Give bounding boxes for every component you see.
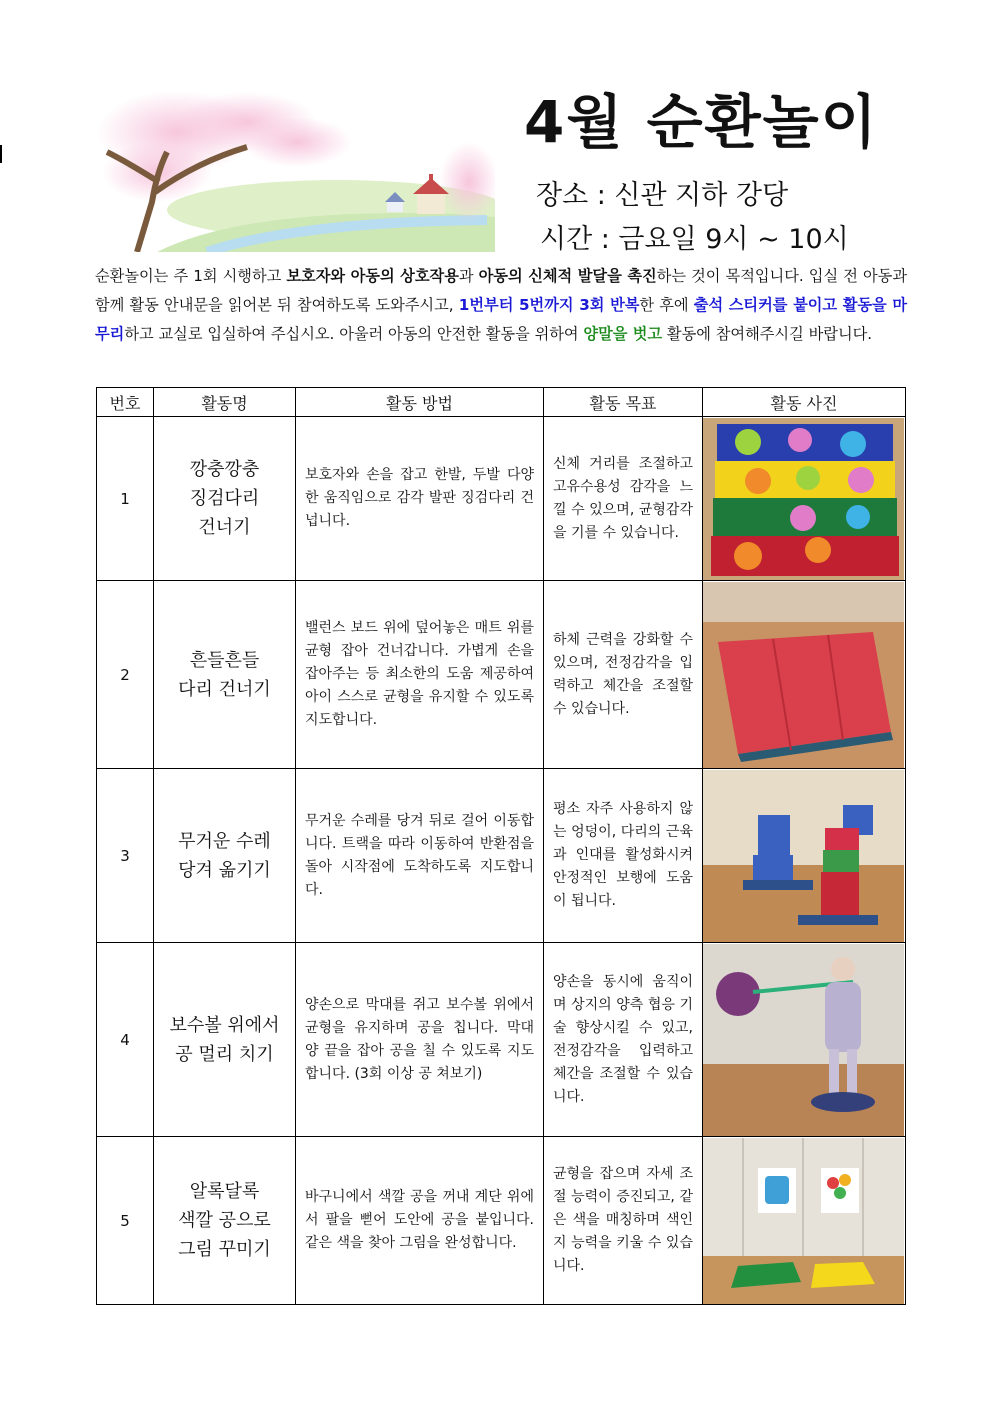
- weighted-cart-photo: [703, 770, 904, 942]
- activity-goal: 양손을 동시에 움직이며 상지의 양측 협응 기술 향상시킬 수 있고, 전정감각을 입력하고 체간을 조절할 수 있습니다.: [544, 943, 703, 1137]
- activity-goal: 균형을 잡으며 자세 조절 능력이 증진되고, 같은 색을 매칭하며 색인지 능력을 키울 수 있습니다.: [544, 1137, 703, 1305]
- row-number: 2: [97, 581, 154, 769]
- table-row: [97, 769, 906, 943]
- activity-name: 흔들흔들 다리 건너기: [154, 581, 296, 769]
- intro-paragraph: 순환놀이는 주 1회 시행하고 보호자와 아동의 상호작용과 아동의 신체적 발달을 촉진하는 것이 목적입니다. 입실 전 아동과 함께 활동 안내문을 읽어본 뒤 참여하도록 도와주시고, 1번부터 5번까지 3회 반복한 후에 출석 스티커를 붙이고 활동을 마무리하고 교실로 입실하여 주십시오. 아울러 아동의 안전한 활동을 위하여 양말을 벗고 활동에 참여해주시길 바랍니다.: [95, 267, 908, 343]
- activity-goal: 평소 자주 사용하지 않는 엉덩이, 다리의 근육과 인대를 활성화시켜 안정적인 보행에 도움이 됩니다.: [544, 769, 703, 943]
- bosu-ball-hitting-photo: [703, 944, 904, 1136]
- activity-name: 알록달록 색깔 공으로 그림 꾸미기: [154, 1137, 296, 1305]
- activity-method: 바구니에서 색깔 공을 꺼내 계단 위에서 팔을 뻗어 도안에 공을 붙입니다. 같은 색을 찾아 그림을 완성합니다.: [296, 1137, 544, 1305]
- activity-method: 보호자와 손을 잡고 한발, 두발 다양한 움직임으로 감각 발판 징검다리 건넙니다.: [296, 417, 544, 581]
- activity-table: [96, 387, 906, 1305]
- activity-method: 양손으로 막대를 쥐고 보수볼 위에서 균형을 유지하며 공을 칩니다. 막대 양 끝을 잡아 공을 칠 수 있도록 지도합니다. (3회 이상 공 쳐보기): [296, 943, 544, 1137]
- row-number: 1: [97, 417, 154, 581]
- row-number: 4: [97, 943, 154, 1137]
- activity-photo: [703, 943, 906, 1137]
- page-title: 4월 순환놀이: [524, 88, 879, 156]
- table-row: [97, 943, 906, 1137]
- cherry-blossom-illustration: [97, 92, 495, 252]
- header-number: 번호: [97, 388, 154, 417]
- header-activity-name: 활동명: [154, 388, 296, 417]
- activity-goal: 신체 거리를 조절하고 고유수용성 감각을 느낄 수 있으며, 균형감각을 기를 수 있습니다.: [544, 417, 703, 581]
- header-photo: 활동 사진: [703, 388, 906, 417]
- activity-photo: [703, 1137, 906, 1305]
- activity-photo: [703, 417, 906, 581]
- table-header-row: [97, 388, 906, 417]
- row-number: 5: [97, 1137, 154, 1305]
- table-row: [97, 417, 906, 581]
- activity-goal: 하체 근력을 강화할 수 있으며, 전정감각을 입력하고 체간을 조절할 수 있습니다.: [544, 581, 703, 769]
- activity-method: 밸런스 보드 위에 덮어놓은 매트 위를 균형 잡아 건너갑니다. 가볍게 손을 잡아주는 등 최소한의 도움 제공하여 아이 스스로 균형을 유지할 수 있도록 지도합니다.: [296, 581, 544, 769]
- row-number: 3: [97, 769, 154, 943]
- location-text: 장소 : 신관 지하 강당: [536, 180, 789, 211]
- schedule-text: 시간 : 금요일 9시 ~ 10시: [540, 224, 849, 255]
- sensory-stepping-mat-photo: [703, 418, 904, 580]
- color-ball-picture-photo: [703, 1138, 904, 1304]
- balance-board-mat-photo: [703, 582, 904, 768]
- activity-method: 무거운 수레를 당겨 뒤로 걸어 이동합니다. 트랙을 따라 이동하여 반환점을 돌아 시작점에 도착하도록 지도합니다.: [296, 769, 544, 943]
- activity-name: 깡충깡충 징검다리 건너기: [154, 417, 296, 581]
- activity-photo: [703, 769, 906, 943]
- table-row: [97, 1137, 906, 1305]
- header-method: 활동 방법: [296, 388, 544, 417]
- margin-mark: [0, 145, 2, 163]
- header-goal: 활동 목표: [544, 388, 703, 417]
- activity-name: 보수볼 위에서 공 멀리 치기: [154, 943, 296, 1137]
- table-row: [97, 581, 906, 769]
- activity-name: 무거운 수레 당겨 옮기기: [154, 769, 296, 943]
- activity-photo: [703, 581, 906, 769]
